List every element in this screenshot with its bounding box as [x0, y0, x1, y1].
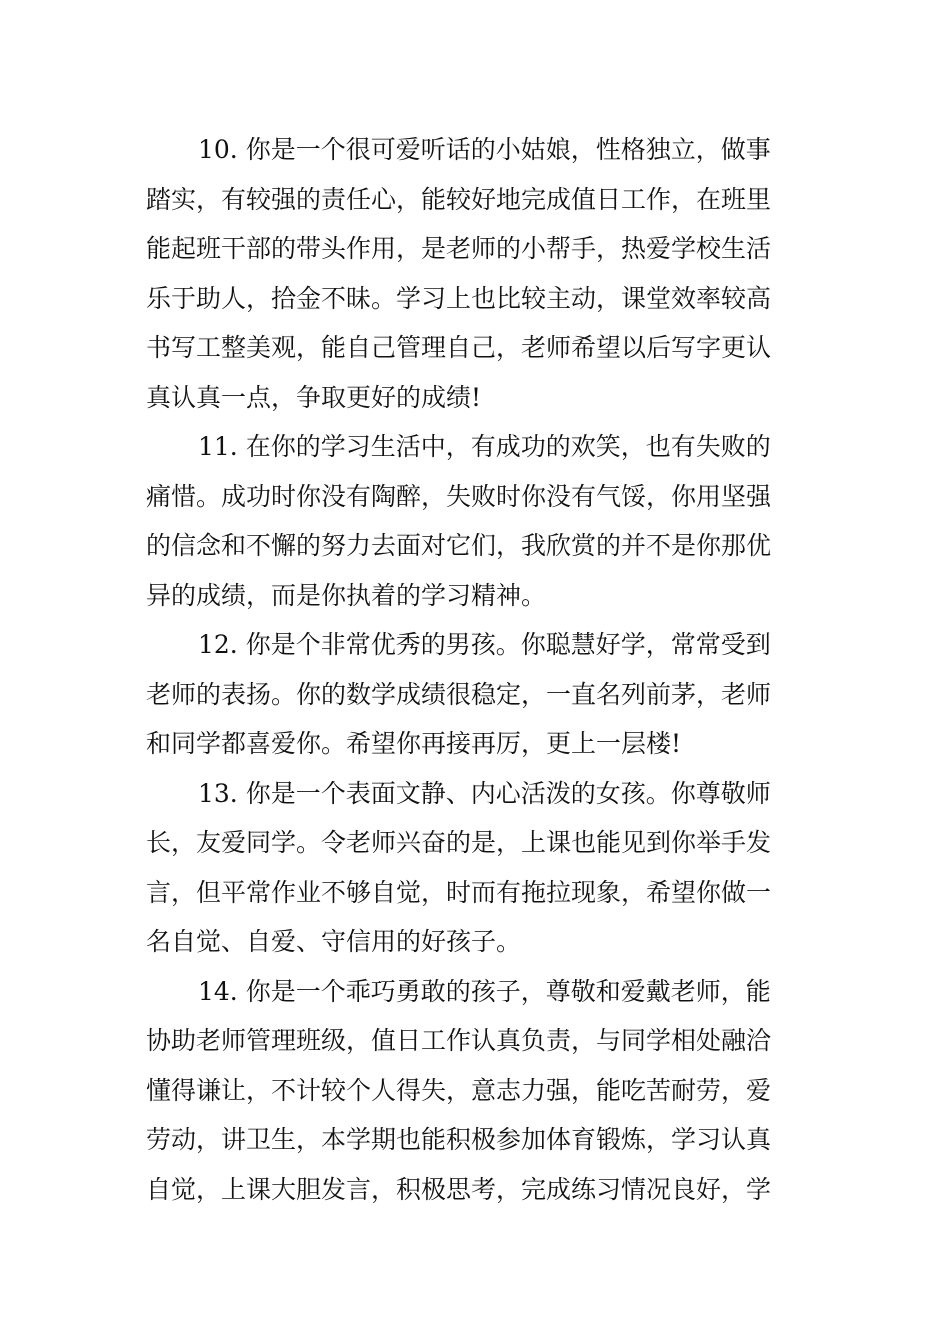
paragraph-11 [146, 422, 808, 620]
text-line: 12. 你是个非常优秀的男孩。你聪慧好学，常常受到 [198, 630, 771, 659]
paragraph-12 [146, 620, 808, 769]
text-line: 14. 你是一个乖巧勇敢的孩子，尊敬和爱戴老师，能 [198, 976, 771, 1006]
text-line: 异的成绩，而是你执着的学习精神。 [146, 580, 547, 610]
text-line: 老师的表扬。你的数学成绩很稳定，一直名列前茅，老师 [146, 679, 772, 709]
text-line: 书写工整美观，能自己管理自己，老师希望以后写字更认 [146, 333, 772, 362]
text-line: 痛惜。成功时你没有陶醉，失败时你没有气馁，你用坚强 [146, 481, 772, 511]
text-line: 真认真一点，争取更好的成绩! [146, 382, 482, 412]
text-line: 长，友爱同学。令老师兴奋的是，上课也能见到你举手发 [146, 828, 772, 857]
text-line: 协助老师管理班级，值日工作认真负责，与同学相处融洽 [146, 1026, 772, 1055]
paragraph-10 [146, 125, 808, 422]
document-body [146, 125, 808, 1214]
text-line: 踏实，有较强的责任心，能较好地完成值日工作，在班里 [146, 184, 772, 214]
text-line: 和同学都喜爱你。希望你再接再厉，更上一层楼! [146, 729, 682, 758]
paragraph-13 [146, 769, 808, 967]
text-line: 名自觉、自爱、守信用的好孩子。 [146, 927, 522, 956]
text-line: 10. 你是一个很可爱听话的小姑娘，性格独立，做事 [198, 135, 771, 164]
text-line: 懂得谦让，不计较个人得失，意志力强，能吃苦耐劳，爱 [146, 1075, 772, 1105]
text-line: 的信念和不懈的努力去面对它们，我欣赏的并不是你那优 [146, 531, 772, 560]
text-line: 劳动，讲卫生，本学期也能积极参加体育锻炼，学习认真 [146, 1125, 772, 1154]
text-line: 乐于助人，拾金不昧。学习上也比较主动，课堂效率较高 [146, 283, 772, 313]
text-line: 11. 在你的学习生活中，有成功的欢笑，也有失败的 [198, 432, 771, 461]
text-line: 能起班干部的带头作用，是老师的小帮手，热爱学校生活 [146, 234, 772, 263]
text-line: 13. 你是一个表面文静、内心活泼的女孩。你尊敬师 [198, 778, 771, 808]
text-line: 自觉，上课大胆发言，积极思考，完成练习情况良好，学 [146, 1174, 772, 1204]
paragraph-14 [146, 967, 808, 1215]
text-line: 言，但平常作业不够自觉，时而有拖拉现象，希望你做一 [146, 877, 772, 907]
